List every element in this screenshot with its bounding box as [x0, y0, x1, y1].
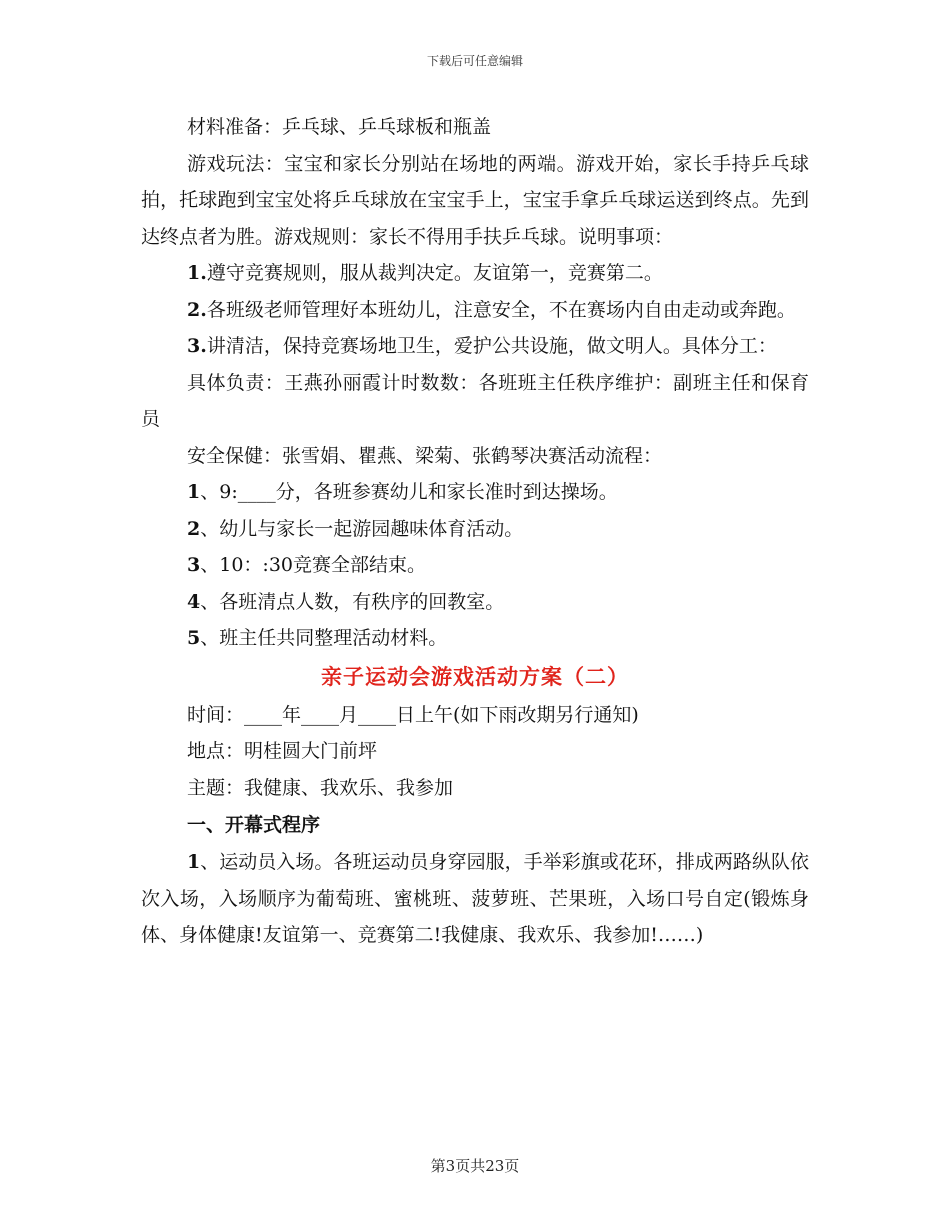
opening-item-1 — [141, 844, 809, 954]
page-footer: 第3页共23页 — [430, 1157, 520, 1175]
note-number: 3. — [187, 335, 207, 357]
flow-number: 4 — [187, 590, 201, 613]
materials-paragraph: 材料准备：乒乓球、乒乓球板和瓶盖 — [187, 116, 492, 138]
flow-item-4 — [141, 584, 809, 621]
flow-item-1 — [141, 474, 809, 511]
flow-number: 2 — [187, 517, 201, 540]
opening-number: 1 — [187, 851, 201, 873]
flow-text: 、10：:30竞赛全部结束。 — [200, 554, 426, 576]
flow-text: 、幼儿与家长一起游园趣味体育活动。 — [200, 517, 524, 540]
theme-line: 主题：我健康、我欢乐、我参加 — [187, 776, 454, 799]
note-item-2 — [141, 292, 809, 329]
flow-item-3 — [141, 547, 809, 584]
flow-number: 3 — [187, 554, 201, 576]
note-item-3 — [141, 328, 809, 365]
gameplay-paragraph: 游戏玩法：宝宝和家长分别站在场地的两端。游戏开始，家长手持乒乓球拍，托球跑到宝宝处将乒乓球放在宝宝手上，宝宝手拿乒乓球运送到终点。先到达终点者为胜。游戏规则：家长不得用手扶乒乓球。说明事项： — [141, 152, 809, 248]
flow-item-2 — [141, 511, 809, 548]
section-title: 亲子运动会游戏活动方案（二） — [321, 663, 629, 689]
note-text: 遵守竞赛规则，服从裁判决定。友谊第一，竞赛第二。 — [206, 262, 663, 284]
opening-ceremony-heading: 一、开幕式程序 — [187, 814, 321, 836]
header-note: 下载后可任意编辑 — [426, 54, 523, 68]
note-number: 1. — [187, 262, 207, 284]
flow-number: 5 — [187, 627, 201, 649]
responsible-paragraph: 具体负责：王燕孙丽霞计时数数：各班班主任秩序维护：副班主任和保育员 — [141, 371, 809, 430]
note-number: 2. — [187, 298, 207, 321]
time-line: 时间：____年____月____日上午(如下雨改期另行通知) — [187, 703, 639, 726]
safety-paragraph: 安全保健：张雪娟、瞿燕、梁菊、张鹤琴决赛活动流程： — [187, 444, 663, 467]
note-text: 各班级老师管理好本班幼儿，注意安全，不在赛场内自由走动或奔跑。 — [206, 298, 796, 321]
document-body — [141, 109, 809, 954]
flow-text: 、各班清点人数，有秩序的回教室。 — [200, 590, 505, 613]
note-item-1 — [141, 255, 809, 292]
flow-text: 、9:____分，各班参赛幼儿和家长准时到达操场。 — [200, 481, 618, 503]
note-text: 讲清洁，保持竞赛场地卫生，爱护公共设施，做文明人。具体分工： — [206, 335, 777, 357]
flow-number: 1 — [187, 481, 201, 503]
flow-text: 、班主任共同整理活动材料。 — [200, 627, 448, 649]
flow-item-5 — [141, 620, 809, 657]
place-line: 地点：明桂圆大门前坪 — [187, 740, 378, 762]
opening-text: 、运动员入场。各班运动员身穿园服，手举彩旗或花环，排成两路纵队依次入场，入场顺序为葡萄班、蜜桃班、菠萝班、芒果班，入场口号自定(锻炼身体、身体健康!友谊第一、竞赛第二!我健康、我欢乐、我参加!……) — [141, 851, 809, 946]
